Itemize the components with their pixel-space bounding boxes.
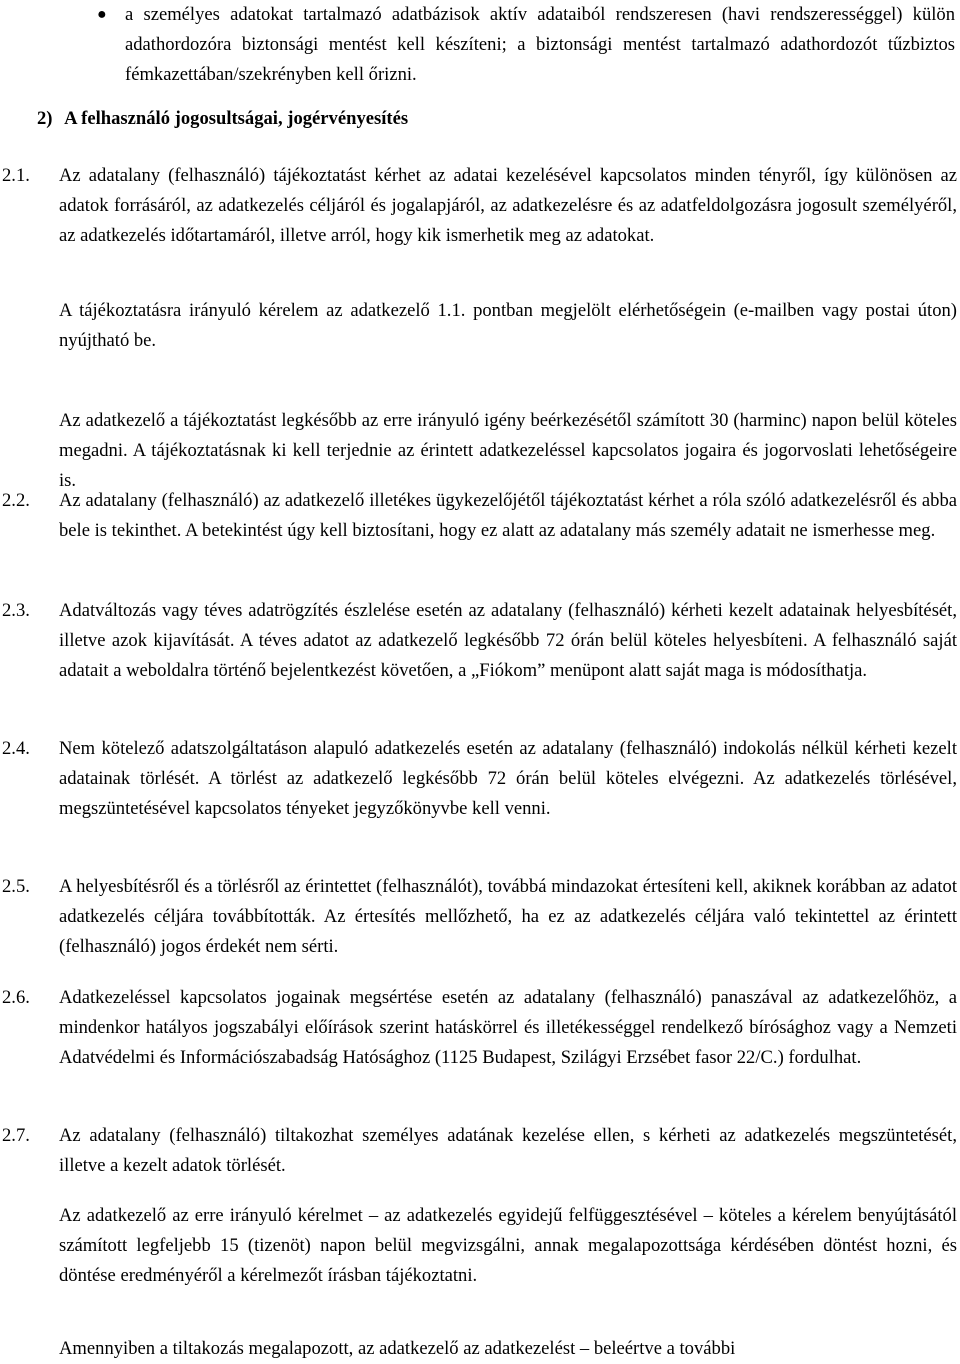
section-2-6 [0, 983, 960, 1073]
paragraph: A helyesbítésről és a törlésről az érintettet (felhasználót), továbbá mindazokat értesíteni kell, akiknek korábban az adatot adatkezelés céljára továbbították. Az értesítés mellőzhető, ha ez az adatkezelés céljára való tekintettel az érintett (felhasználó) jogos érdekét nem sérti. [59, 876, 957, 957]
section-body [59, 596, 957, 686]
section-2-1 [0, 161, 960, 251]
section-body [59, 161, 957, 251]
bullet-text: a személyes adatokat tartalmazó adatbázisok aktív adataiból rendszeresen (havi rendszerességgel) külön adathordozóra biztonsági mentést kell készíteni; a biztonsági mentést tartalmazó adathordozót tűzbiztos fémkazettában/szekrényben kell őrizni. [125, 4, 955, 85]
section-body [59, 486, 957, 546]
section-number: 2.4. [2, 738, 30, 759]
section-body [59, 872, 957, 962]
section-number: 2.1. [2, 165, 30, 186]
section-heading [37, 104, 408, 134]
paragraph: Az adatkezelő a tájékoztatást legkésőbb az erre irányuló igény beérkezésétől számított 30 (harminc) napon belül köteles megadni. A tájékoztatásnak ki kell terjednie az érintett adatkezeléssel kapcsolatos jogaira és jogorvoslati lehetőségeire is. [59, 410, 957, 491]
section-number: 2.3. [2, 600, 30, 621]
section-2-3 [0, 596, 960, 686]
paragraph: Amennyiben a tiltakozás megalapozott, az adatkezelő az adatkezelést – beleértve a további [59, 1338, 736, 1359]
section-number: 2.7. [2, 1125, 30, 1146]
paragraph: Az adatalany (felhasználó) tájékoztatást kérhet az adatai kezelésével kapcsolatos minden tényről, így különösen az adatok forrásáról, az adatkezelés céljáról és jogalapjáról, az adatkezelésre és az adatfeldolgozásra jogosult személyéről, az adatkezelés időtartamáról, illetve arról, hogy kik ismerhetik meg az adatokat. [59, 165, 957, 246]
section-body [59, 983, 957, 1073]
section-body [59, 734, 957, 824]
paragraph: Adatkezeléssel kapcsolatos jogainak megsértése esetén az adatalany (felhasználó) panaszával az adatkezelőhöz, a mindenkor hatályos jogszabályi előírások szerint hatáskörrel és illetékességgel rendelkező bírósághoz vagy a Nemzeti Adatvédelmi és Információszabadság Hatósághoz (1125 Budapest, Szilágyi Erzsébet fasor 22/C.) fordulhat. [59, 987, 957, 1068]
paragraph: Az adatalany (felhasználó) az adatkezelő illetékes ügykezelőjétől tájékoztatást kérhet a róla szóló adatkezelésről és abba bele is tekinthet. A betekintést úgy kell biztosítani, hogy ez alatt az adatalany más személy adatait ne ismerhesse meg. [59, 490, 957, 541]
paragraph: Adatváltozás vagy téves adatrögzítés észlelése esetén az adatalany (felhasználó) kérheti kezelt adatainak helyesbítését, illetve azok kijavítását. A téves adatot az adatkezelő legkésőbb 72 órán belül köteles helyesbíteni. A felhasználó saját adatait a weboldalra történő bejelentkezést követően, a „Fiókom” menüpont alatt saját maga is módosíthatja. [59, 600, 957, 681]
section-2-2 [0, 486, 960, 546]
heading-title: A felhasználó jogosultságai, jogérvényesítés [64, 108, 409, 129]
section-number: 2.2. [2, 490, 30, 511]
section-2-5 [0, 872, 960, 962]
bullet-list-item [0, 0, 955, 90]
section-2-7 [0, 1121, 960, 1181]
paragraph: Az adatkezelő az erre irányuló kérelmet – az adatkezelés egyidejű felfüggesztésével – köteles a kérelem benyújtásától számított legfeljebb 15 (tizenöt) napon belül megvizsgálni, annak megalapozottsága kérdésében döntést hozni, és döntése eredményéről a kérelmezőt írásban tájékoztatni. [59, 1205, 957, 1286]
heading-number: 2) [37, 108, 53, 129]
paragraph: Nem kötelező adatszolgáltatáson alapuló adatkezelés esetén az adatalany (felhasználó) indokolás nélkül kérheti kezelt adatainak törlését. A törlést az adatkezelő legkésőbb 72 órán belül köteles elvégezni. Az adatkezelés törlésével, megszüntetésével kapcsolatos tényeket jegyzőkönyvbe kell venni. [59, 738, 957, 819]
section-body [59, 1121, 957, 1181]
paragraph: Az adatalany (felhasználó) tiltakozhat személyes adatának kezelése ellen, s kérheti az adatkezelés megszüntetését, illetve a kezelt adatok törlését. [59, 1125, 957, 1176]
bullet-icon: ● [97, 6, 107, 23]
section-number: 2.5. [2, 876, 30, 897]
paragraph: A tájékoztatásra irányuló kérelem az adatkezelő 1.1. pontban megjelölt elérhetőségein (e-mailben vagy postai úton) nyújtható be. [59, 300, 957, 351]
section-number: 2.6. [2, 987, 30, 1008]
section-2-4 [0, 734, 960, 824]
